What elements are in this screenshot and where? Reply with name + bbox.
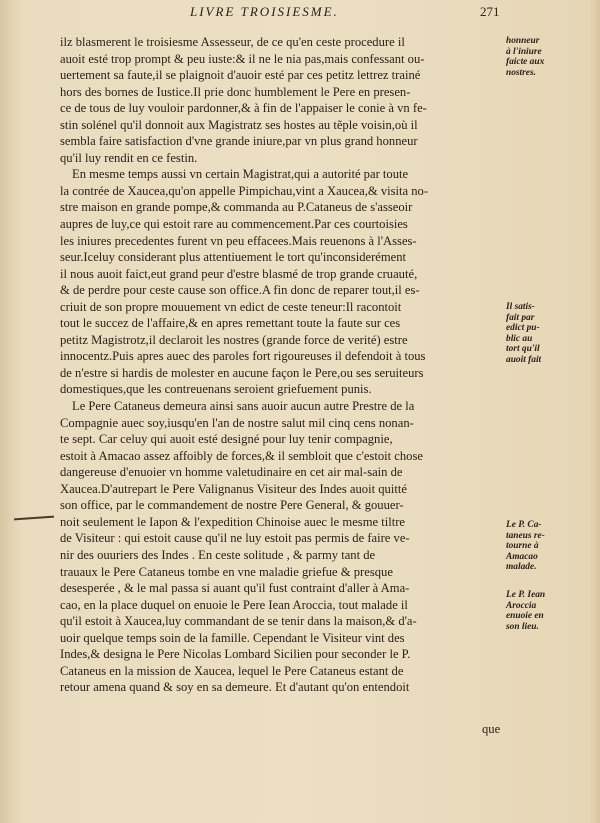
text-line: noit seulement le Iapon & l'expedition Chinoise auec le mesme tiltre xyxy=(60,514,406,529)
text-line: Xaucea.D'autrepart le Pere Valignanus Visiteur des Indes auoit quitté xyxy=(60,481,407,496)
marginal-note-line: honneur xyxy=(506,36,540,46)
text-line: qu'il estoit à Xaucea,luy commandant de se tenir dans la maison,& d'a- xyxy=(60,614,417,629)
text-line: trauaux le Pere Cataneus tombe en vne maladie griefue & presque xyxy=(60,564,393,579)
text-line: nir des ouuriers des Indes . En ceste solitude , & parmy tant de xyxy=(60,547,376,562)
text-line: qu'il luy rendit en ce festin. xyxy=(60,150,198,165)
marginal-note-aroccia xyxy=(506,590,592,632)
marginal-note-line: à l'iniure xyxy=(506,46,542,57)
marginal-note-line: tourne à xyxy=(506,541,539,551)
marginal-note-cataneus xyxy=(506,520,592,573)
text-line: ce de tous de luy vouloir pardonner,& à fin de l'appaiser le conie à vn fe- xyxy=(60,101,427,116)
text-line: les iniures precedentes furent vn peu effacees.Mais reuenons à l'Asses- xyxy=(60,233,417,248)
text-line: Le Pere Cataneus demeura ainsi sans auoir aucun autre Prestre de la xyxy=(72,399,415,414)
text-line: desesperée , & le mal passa si auant qu'il fust contraint d'aller à Ama- xyxy=(60,581,410,596)
text-line: aupres de luy,ce qui estoit rare au commencement.Par ces courtoisies xyxy=(60,217,408,232)
text-line: auoit esté trop prompt & peu iuste:& il ne le nia pas,mais confessant ou- xyxy=(60,51,425,66)
marginal-note-line: tort qu'il xyxy=(506,344,540,354)
marginal-note-line: Aroccia xyxy=(506,600,537,611)
marginal-note-line: nostres. xyxy=(506,67,536,78)
ink-mark xyxy=(14,516,54,521)
text-line: uoir quelque temps soin de la famille. Cependant le Visiteur vint des xyxy=(60,630,405,645)
marginal-note-honneur xyxy=(506,36,592,78)
text-line: petitz Magistrotz,il declaroit les nostres (grande force de verité) estre xyxy=(60,332,408,347)
text-line: Cataneus en la mission de Xaucea, lequel le Pere Cataneus estant de xyxy=(60,663,404,678)
text-line: retour amena quand & soy en sa demeure. Et d'autant qu'on entendoit xyxy=(60,680,410,695)
marginal-note-line: son lieu. xyxy=(506,621,539,632)
text-line: de Visiteur : qui estoit cause qu'il ne luy estoit pas permis de faire ve- xyxy=(60,531,410,546)
marginal-note-line: malade. xyxy=(506,562,537,572)
catchword: que xyxy=(482,722,501,736)
text-line: la contrée de Xaucea,qu'on appelle Pimpichau,vint a Xaucea,& visita no- xyxy=(60,183,429,198)
marginal-note-line: Le P. Ca- xyxy=(506,520,542,530)
marginal-note-line: auoit fait xyxy=(506,354,542,365)
text-line: Indes,& designa le Pere Nicolas Lombard Sicilien pour seconder le P. xyxy=(60,647,411,662)
text-line: tout le succez de l'affaire,& en apres remettant toute la faute sur ces xyxy=(60,316,401,331)
text-line: cao, en la place duquel on enuoie le Pere Iean Aroccia, tout malade il xyxy=(60,597,408,612)
text-line: Compagnie auec soy,iusqu'en l'an de nostre salut mil cinq cens nonan- xyxy=(60,415,414,430)
body-text xyxy=(60,34,500,696)
page-number: 271 xyxy=(480,4,500,19)
text-line: il nous auoit faict,eut grand peur d'estre blasmé de trop grande cruauté, xyxy=(60,266,418,281)
running-title: LIVRE TROISIESME. xyxy=(190,4,339,19)
marginal-note-line: edict pu- xyxy=(506,323,540,333)
text-line: stre maison en grande pompe,& commanda au P.Cataneus de s'asseoir xyxy=(60,200,413,215)
text-line: En mesme temps aussi vn certain Magistrat,qui a autorité par toute xyxy=(72,167,409,182)
text-line: innocentz.Puis apres auec des paroles fort rigoureuses il defendoit à tous xyxy=(60,349,426,364)
text-line: de n'estre si hardis de molester en aucune façon le Pere,ou ses seruiteurs xyxy=(60,365,424,380)
marginal-note-line: enuoie en xyxy=(506,611,544,621)
marginal-note-line: blic au xyxy=(506,333,533,344)
text-line: domestiques,que les contreuenans seroient griefuement punis. xyxy=(60,382,372,397)
text-line: & de perdre pour ceste cause son office.A fin donc de reparer tout,il es- xyxy=(60,283,420,298)
text-line: criuit de son propre mouuement vn edict de ceste teneur:Il racontoit xyxy=(60,299,402,314)
running-header xyxy=(190,4,520,20)
text-line: te sept. Car celuy qui auoit esté designé pour luy tenir compagnie, xyxy=(60,432,393,447)
text-line: estoit à Amacao assez affoibly de forces,& il sembloit que c'estoit chose xyxy=(60,448,423,463)
marginal-note-line: Le P. Iean xyxy=(506,590,546,600)
marginal-note-line: Il satis- xyxy=(506,302,535,312)
text-line: stin solénel qu'il donnoit aux Magistratz ses hostes au tẽple voisin,où il xyxy=(60,117,418,132)
text-line: hors des bornes de Iustice.Il prie donc humblement le Pere en presen- xyxy=(60,84,411,99)
marginal-note-line: Amacao xyxy=(506,551,538,562)
marginal-note-line: taneus re- xyxy=(506,530,545,541)
text-line: seur.Iceluy considerant plus attentiuement le tort qu'inconsiderément xyxy=(60,250,407,265)
marginal-note-line: faicte aux xyxy=(506,57,545,67)
text-line: dangereuse d'enuoier vn homme valetudinaire en cet air mal-sain de xyxy=(60,465,403,480)
marginal-note-line: fait par xyxy=(506,312,535,323)
marginal-note-edict xyxy=(506,302,592,365)
text-line: ilz blasmerent le troisiesme Assesseur, de ce qu'en ceste procedure il xyxy=(60,35,405,49)
text-line: son office, par le commandement de nostre Pere General, & gouuer- xyxy=(60,498,404,513)
text-line: uertement sa faute,il se plaignoit d'auoir esté par ces petitz lettrez trainé xyxy=(60,68,421,83)
text-line: sembla faire satisfaction d'vne grande iniure,par vn plus grand honneur xyxy=(60,134,418,149)
